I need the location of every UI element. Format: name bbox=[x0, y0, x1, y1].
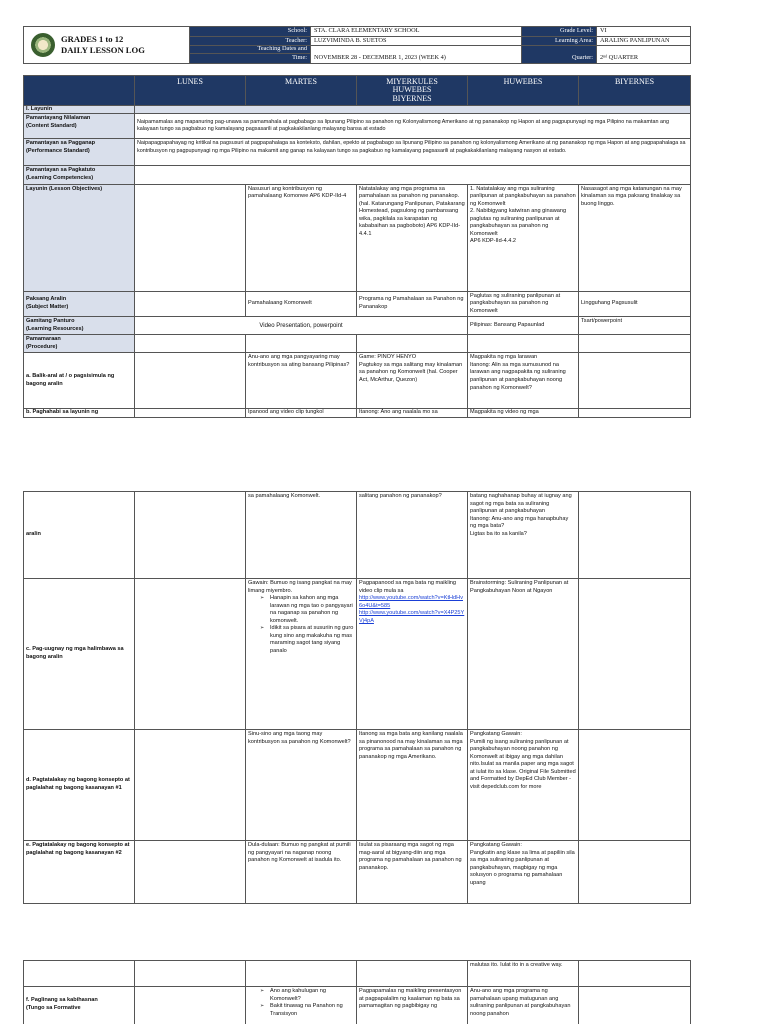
obj-huwebes: 1. Natatalakay ang mga suliraning panlipunan at pangkabuhayan sa panahon ng Komonwelt 2. Nabibigyang katwiran ang ginawang paglutas ng suliraning panlipunan at pangkabuhayan sa panahon ng Komonwelt AP6 KDP-IId-4.4.2 bbox=[468, 184, 579, 291]
row-b-continued: aralin bbox=[24, 492, 135, 579]
lesson-log-page-1 bbox=[23, 26, 690, 418]
dates-value: NOVEMBER 28 - DECEMBER 1, 2023 (WEEK 4) bbox=[311, 46, 522, 64]
f-martes-q2: ➢ Bakit tinawag na Panahon ng Transisyon bbox=[262, 1003, 354, 1018]
e-lunes bbox=[135, 841, 246, 904]
a-martes: Anu-ano ang mga pangyayaring may kontribusyon sa ating bansang Pilipinas? bbox=[246, 353, 357, 409]
a-biyernes bbox=[579, 353, 691, 409]
school-label: School: bbox=[190, 27, 311, 37]
title-line-2: DAILY LESSON LOG bbox=[61, 44, 145, 55]
row-f-mastery bbox=[24, 987, 135, 1024]
d-lunes bbox=[135, 730, 246, 841]
f-biyernes bbox=[579, 987, 691, 1024]
c-huwebes: Brainstorming: Suliraning Panlipunan at Pangkabuhayan Noon at Ngayon bbox=[468, 579, 579, 730]
resources-huwebes: Pilipinas: Bansang Papaunlad bbox=[468, 317, 579, 335]
title-block bbox=[24, 27, 190, 64]
top-martes bbox=[246, 961, 357, 987]
a-huwebes: Magpakita ng mga larawan Itanong: Alin sa mga sumusunod na larawan ang nagpapakita ng suliraning panlipunan at pangkabuhayan noong panahon ng Komonwelt? bbox=[468, 353, 579, 409]
top-lunes bbox=[135, 961, 246, 987]
row-d-concept-1: d. Pagtatalakay ng bagong konsepto at paglalahat ng bagong kasanayan #1 bbox=[24, 730, 135, 841]
b2-biyernes bbox=[579, 492, 691, 579]
header-table bbox=[23, 26, 691, 64]
lesson-table-2 bbox=[23, 491, 691, 904]
quarter-label: Quarter: bbox=[522, 46, 597, 64]
top-miyerkules bbox=[357, 961, 468, 987]
e-huwebes: Pangkatang Gawain: Pangkatin ang klase sa lima at papiliin sila sa mga suliraning panlipunan at pangkabuhayan, magbigay ng mga solusyon o programa ng pamahalaan upang bbox=[468, 841, 579, 904]
teacher-label: Teacher: bbox=[190, 36, 311, 46]
d-miyerkules: Itanong sa mga bata ang kanilang naalala sa pinanonood na may kinalaman sa mga programa sa pamahalaan sa panahon ng pananakop ng mga Amerikano. bbox=[357, 730, 468, 841]
youtube-link-1[interactable]: http://www.youtube.com/watch?v=KtHdHv6o4U&t=585 bbox=[359, 595, 463, 609]
top-label bbox=[24, 961, 135, 987]
row-layunin-fill bbox=[135, 105, 691, 114]
row-competencies bbox=[24, 166, 135, 184]
lesson-log-page-3 bbox=[23, 960, 690, 1024]
a-miyerkules: Game: PINOY HENYO Pagtukoy sa mga salitang may kinalaman sa panahon ng Komonwelt (hal. Cooper Act, McArthur, Quezon) bbox=[357, 353, 468, 409]
b2-martes: sa pamahalaang Komonwelt. bbox=[246, 492, 357, 579]
f-huwebes: Anu-ano ang mga programa ng pamahalaan upang matugunan ang suliraning panlipunan at pangkabuhayan noong panahon bbox=[468, 987, 579, 1024]
resources-biyernes: Tsart/powerpoint bbox=[579, 317, 691, 335]
paksa-lunes bbox=[135, 291, 246, 317]
d-biyernes bbox=[579, 730, 691, 841]
day-miyerkules-l2: HUWEBES bbox=[392, 85, 432, 95]
e-miyerkules: Isulat sa pisaraang mga sagot ng mga mag-aaral at bigyang-diin ang mga programa ng pamahalaan sa panahon ng pananakop. bbox=[357, 841, 468, 904]
competencies-l1: Pamantayan sa Pagkatuto bbox=[26, 167, 96, 174]
lesson-table-3 bbox=[23, 960, 691, 1024]
subject-matter-l1: Paksang Aralin bbox=[26, 296, 67, 303]
dates-label-text: Teaching Dates and bbox=[257, 45, 307, 53]
school-value: STA. CLARA ELEMENTARY SCHOOL bbox=[311, 27, 522, 37]
performance-standard-text: Naipapagpapahayag ng kritikal na pagsusuri at pagpapahalaga sa konteksto, dahilan, epekto at pagbabago sa lipunang Pilipino sa panahon ng kolonyalismong Amerikano at ng pananakop ng mga Hapon at ang pagpapahalaga sa kontribusyon ng pagpupunyagi ng mga Pilipino na makamit ang ganap na kalayaan tungo sa pagkabuo ng kamalayang pagsasarili at pagkakakilanlang malayang nasyon at estado. bbox=[135, 139, 691, 166]
day-miyerkules bbox=[357, 75, 468, 105]
procedure-lunes bbox=[135, 335, 246, 353]
top-huwebes: malutas ito. Iulat ito in a creative way. bbox=[468, 961, 579, 987]
f-martes-questions bbox=[248, 988, 354, 1018]
b2-huwebes: batang naghahanap buhay at iugnay ang sagot ng mga bata sa suliraning panlipunan at pangkabuhayan Itanong: Anu-ano ang mga hanapbuhay ng mga bata? Ligtas ba ito sa kanila? bbox=[468, 492, 579, 579]
f-lunes bbox=[135, 987, 246, 1024]
procedure-huwebes bbox=[468, 335, 579, 353]
resources-l1: Gamitang Panturo bbox=[26, 318, 75, 325]
obj-biyernes: Nasasagot ang mga katanungan na may kinalaman sa mga paksang tinalakay sa buong linggo. bbox=[579, 184, 691, 291]
obj-martes: Nasusuri ang kontribusyon ng pamahalaang Komonwe AP6 KDP-IId-4 bbox=[246, 184, 357, 291]
row-b-purpose: b. Paghahabi sa layunin ng bbox=[24, 409, 135, 418]
lesson-log-page-2 bbox=[23, 491, 690, 904]
resources-lunes-miyerkules: Video Presentation, powerpoint bbox=[135, 317, 468, 335]
competencies-fill bbox=[135, 166, 691, 184]
paksa-biyernes: Lingguhang Pagsusulit bbox=[579, 291, 691, 317]
time-label: Time: bbox=[190, 54, 311, 64]
f-martes bbox=[246, 987, 357, 1024]
b2-lunes bbox=[135, 492, 246, 579]
row-a-review: a. Balik-aral at / o pagsisimula ng bagong aralin bbox=[24, 353, 135, 409]
row-e-concept-2: e. Pagtatalakay ng bagong konsepto at paglalahat ng bagong kasanayan #2 bbox=[24, 841, 135, 904]
competencies-l2: (Learning Competencies) bbox=[26, 174, 94, 181]
performance-standard-l1: Pamantayan sa Pagganap bbox=[26, 140, 96, 147]
d-huwebes: Pangkatang Gawain: Pumili ng isang suliraning panlipunan at pangkabuhayan noong panahon ng Komonwelt at ibigay ang mga dahilan nito.Isulat sa manila paper ang mga sagot at iulat ito sa klase. Original File Submitted and Formatted by DepEd Club Member - visit depedclub.com for more bbox=[468, 730, 579, 841]
day-miyerkules-l3: BIYERNES bbox=[392, 94, 432, 104]
grade-label: Grade Level: bbox=[522, 27, 597, 37]
c-martes bbox=[246, 579, 357, 730]
row-content-standard bbox=[24, 114, 135, 139]
row-subject-matter bbox=[24, 291, 135, 317]
content-standard-l2: (Content Standard) bbox=[26, 122, 77, 129]
b-miyerkules: Itanong: Ano ang naalala mo sa bbox=[357, 409, 468, 418]
subject-matter-l2: (Subject Matter) bbox=[26, 303, 69, 310]
row-procedure bbox=[24, 335, 135, 353]
e-martes: Dula-dulaan: Bumuo ng pangkat at pumili ng pangyayari na naganap noong panahon ng Komonwelt at isadula ito. bbox=[246, 841, 357, 904]
day-lunes: LUNES bbox=[135, 75, 246, 105]
day-biyernes: BIYERNES bbox=[579, 75, 691, 105]
day-miyerkules-l1: MIYERKULES bbox=[386, 76, 438, 86]
quarter-value: 2ⁿᵈ QUARTER bbox=[597, 46, 691, 64]
c-martes-intro: Gawain: Bumuo ng isang pangkat na may limang miyembro. bbox=[248, 580, 352, 594]
obj-lunes bbox=[135, 184, 246, 291]
paksa-martes: Pamahalaang Komonwelt bbox=[246, 291, 357, 317]
c-lunes bbox=[135, 579, 246, 730]
b-huwebes: Magpakita ng video ng mga bbox=[468, 409, 579, 418]
area-value: ARALING PANLIPUNAN bbox=[597, 36, 691, 46]
f-label-l2: (Tungo sa Formative bbox=[26, 1004, 81, 1011]
f-miyerkules: Pagpapamalas ng maikling presentasyon at pagpapalalim ng kaalaman ng bata sa pamamagitan ng pagbibigay ng bbox=[357, 987, 468, 1024]
a-lunes bbox=[135, 353, 246, 409]
paksa-huwebes: Paglutas ng suliraning panlipunan at pangkabuhayan sa panahon ng Komonwelt bbox=[468, 291, 579, 317]
obj-miyerkules: Natatalakay ang mga programa sa pamahalaan sa panahon ng pananakop. (hal. Katarungang Panlipunan, Patakarang Homestead, pagsulong ng pambansang wika, pagkilala sa karapatan ng kababaihan sa pagboboto) AP6 KDP-IId-4.4.1 bbox=[357, 184, 468, 291]
dates-label bbox=[190, 46, 311, 54]
b-biyernes bbox=[579, 409, 691, 418]
row-performance-standard bbox=[24, 139, 135, 166]
e-biyernes bbox=[579, 841, 691, 904]
area-label: Learning Area: bbox=[522, 36, 597, 46]
procedure-l1: Pamamaraan bbox=[26, 336, 61, 343]
f-label-l1: f. Paglinang sa kabihasnan bbox=[26, 997, 98, 1003]
resources-l2: (Learning Resources) bbox=[26, 325, 84, 332]
c-martes-step-2: ➢ Idikit sa pisara at susuriin ng guro kung sino ang makakuha ng mas maraming sagot tang siyang panalo bbox=[262, 625, 354, 655]
f-martes-q1: ➢ Ano ang kahulugan ng Komonwelt? bbox=[262, 988, 354, 1003]
day-huwebes: HUWEBES bbox=[468, 75, 579, 105]
c-miyerkules bbox=[357, 579, 468, 730]
row-layunin: I. Layunin bbox=[24, 105, 135, 114]
day-martes: MARTES bbox=[246, 75, 357, 105]
c-miyerkules-text: Pagpapanood sa mga bata ng maikling video clip mula sa bbox=[359, 580, 457, 594]
top-biyernes bbox=[579, 961, 691, 987]
c-martes-step-1: ➢ Hanapin sa kahon ang mga larawan ng mga tao o pangyayari na naganap sa panahon ng komonwelt. bbox=[262, 595, 354, 625]
grade-value: VI bbox=[597, 27, 691, 37]
b-martes: Ipanood ang video clip tungkol bbox=[246, 409, 357, 418]
procedure-miyerkules bbox=[357, 335, 468, 353]
c-martes-steps bbox=[248, 595, 354, 655]
row-c-examples: c. Pag-uugnay ng mga halimbawa sa bagong aralin bbox=[24, 579, 135, 730]
procedure-martes bbox=[246, 335, 357, 353]
lesson-table-1 bbox=[23, 75, 691, 418]
content-standard-l1: Pamantayang Nilalaman bbox=[26, 115, 91, 122]
procedure-l2: (Procedure) bbox=[26, 343, 58, 350]
row-resources bbox=[24, 317, 135, 335]
b-lunes bbox=[135, 409, 246, 418]
title-line-1: GRADES 1 to 12 bbox=[61, 34, 124, 45]
paksa-miyerkules: Programa ng Pamahalaan sa Panahon ng Pananakop bbox=[357, 291, 468, 317]
content-standard-text: Naipamamalas ang mapanuring pag-unawa sa pamamahala at pagbabago sa lipunang Pilipino sa panahon ng Kolonyalismong Amerikano at ng pananakop ng Hapon at ang pagpupunyagi ng mga Pilipino na makamtan ang kalayaan tungo sa pagbabuo ng kamalayang pagsasarili at pagkakakilanlang malayang bansa at estado bbox=[135, 114, 691, 139]
c-biyernes bbox=[579, 579, 691, 730]
d-martes: Sinu-sino ang mga taong may kontribusyon sa panahon ng Komonwelt? bbox=[246, 730, 357, 841]
corner-header bbox=[24, 75, 135, 105]
youtube-link-2[interactable]: http://www.youtube.com/watch?v=X4P25YVj4pA bbox=[359, 610, 465, 624]
deped-seal-icon bbox=[31, 33, 55, 57]
row-objectives: Layunin (Lesson Objectives) bbox=[24, 184, 135, 291]
performance-standard-l2: (Performance Standard) bbox=[26, 147, 90, 154]
procedure-biyernes bbox=[579, 335, 691, 353]
b2-miyerkules: salitang panahon ng pananakop? bbox=[357, 492, 468, 579]
teacher-value: LUZVIMINDA B. SUETOS bbox=[311, 36, 522, 46]
